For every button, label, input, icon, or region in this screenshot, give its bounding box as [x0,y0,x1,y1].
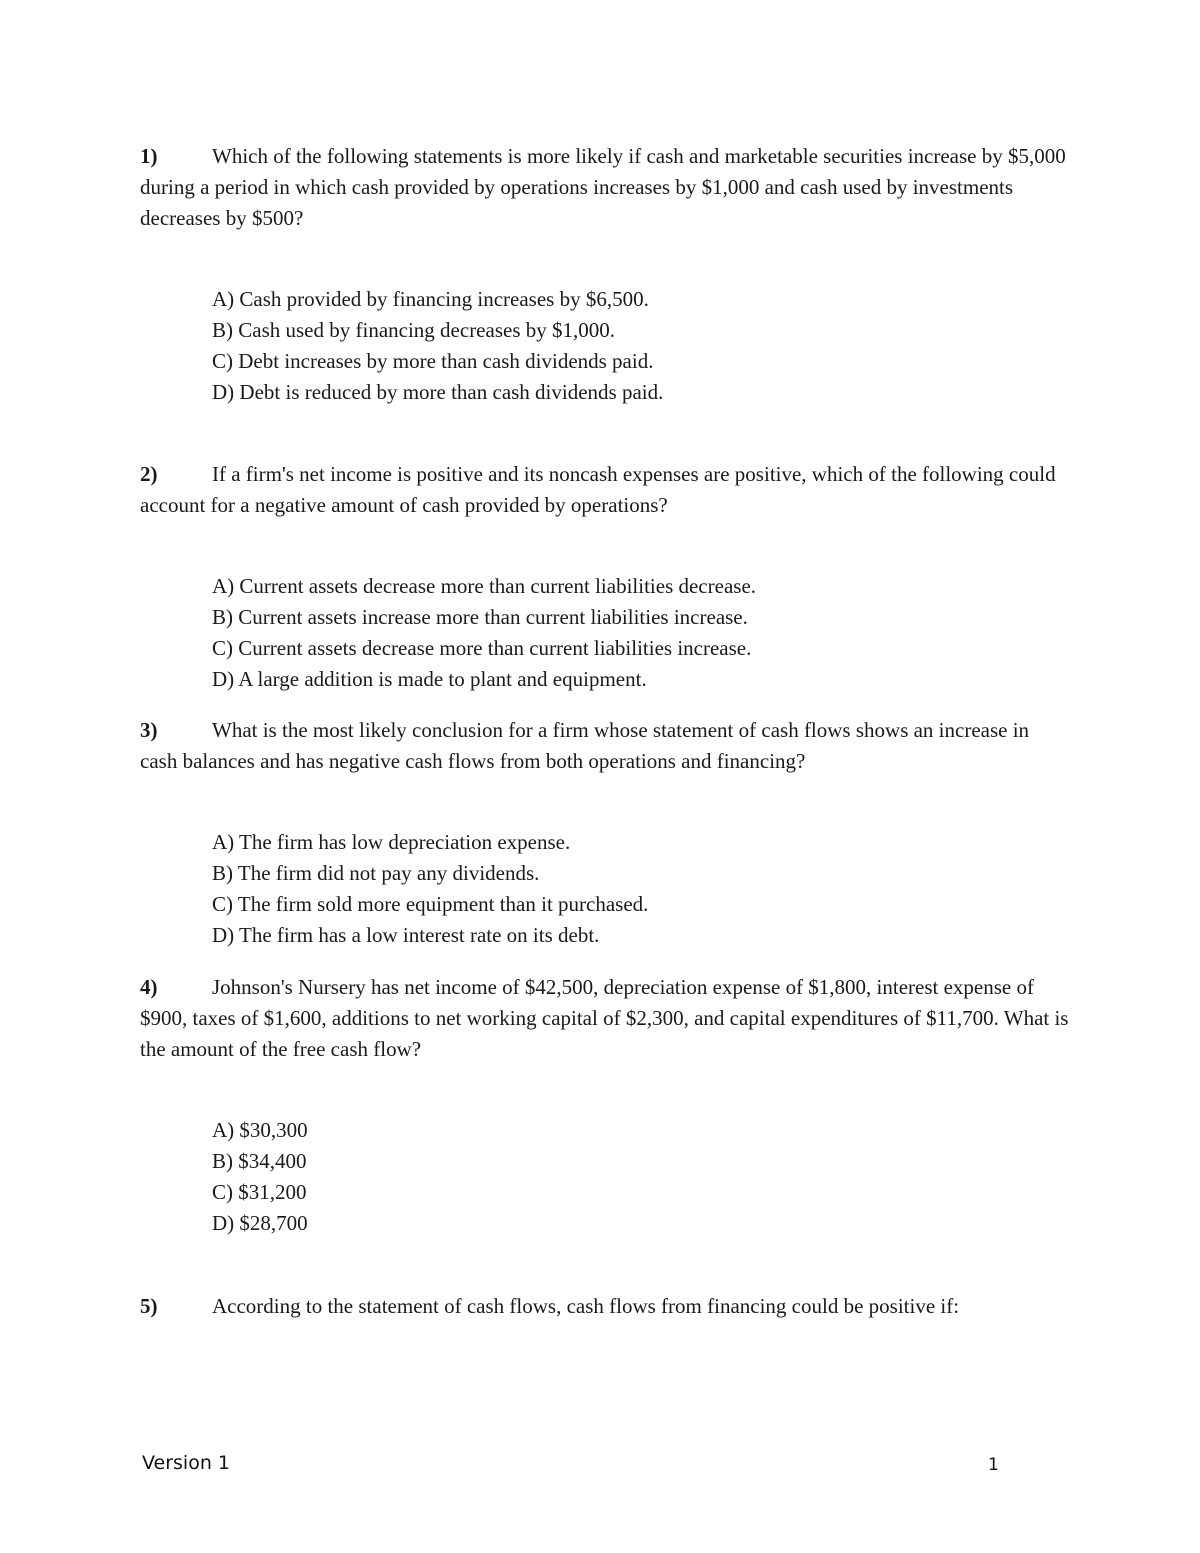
option-d: D) The firm has a low interest rate on its debt. [212,923,600,947]
option-d: D) Debt is reduced by more than cash dividends paid. [212,380,664,404]
footer-version: Version 1 [142,1452,230,1474]
question-stem: Which of the following statements is more likely if cash and marketable securities increase by $5,000 during a period in which cash provided by operations increases by $1,000 and cash used by investments decreases by $500? [140,144,1066,230]
question-number: 2) [140,462,158,486]
question-3 [140,715,1070,951]
option-a: A) Current assets decrease more than current liabilities decrease. [212,574,757,598]
option-c: C) The firm sold more equipment than it purchased. [212,892,649,916]
question-2 [140,459,1070,695]
option-d: D) A large addition is made to plant and equipment. [212,667,647,691]
question-number: 4) [140,975,158,999]
question-4 [140,972,1070,1239]
question-stem: What is the most likely conclusion for a firm whose statement of cash flows shows an increase in cash balances and has negative cash flows from both operations and financing? [140,718,1030,773]
question-stem: According to the statement of cash flows, cash flows from financing could be positive if: [212,1294,960,1318]
question-stem: Johnson's Nursery has net income of $42,500, depreciation expense of $1,800, interest expense of $900, taxes of $1,600, additions to net working capital of $2,300, and capital expenditures of $11,700. What is the amount of the free cash flow? [140,975,1069,1061]
option-b: B) Cash used by financing decreases by $1,000. [212,318,615,342]
footer-page-number: 1 [988,1455,999,1475]
option-c: C) Debt increases by more than cash dividends paid. [212,349,654,373]
option-b: B) $34,400 [212,1149,307,1173]
options-list [140,284,1070,408]
option-d: D) $28,700 [212,1211,308,1235]
options-list [140,827,1070,951]
option-a: A) Cash provided by financing increases by $6,500. [212,287,649,311]
question-stem: If a firm's net income is positive and its noncash expenses are positive, which of the following could account for a negative amount of cash provided by operations? [140,462,1056,517]
option-c: C) $31,200 [212,1180,307,1204]
option-b: B) Current assets increase more than current liabilities increase. [212,605,748,629]
options-list [140,1115,1070,1239]
question-number: 5) [140,1294,158,1318]
option-a: A) $30,300 [212,1118,308,1142]
options-list [140,571,1070,695]
question-5 [140,1291,1070,1322]
option-a: A) The firm has low depreciation expense. [212,830,571,854]
question-number: 1) [140,144,158,168]
option-c: C) Current assets decrease more than current liabilities increase. [212,636,752,660]
question-1 [140,141,1070,408]
question-number: 3) [140,718,158,742]
option-b: B) The firm did not pay any dividends. [212,861,540,885]
